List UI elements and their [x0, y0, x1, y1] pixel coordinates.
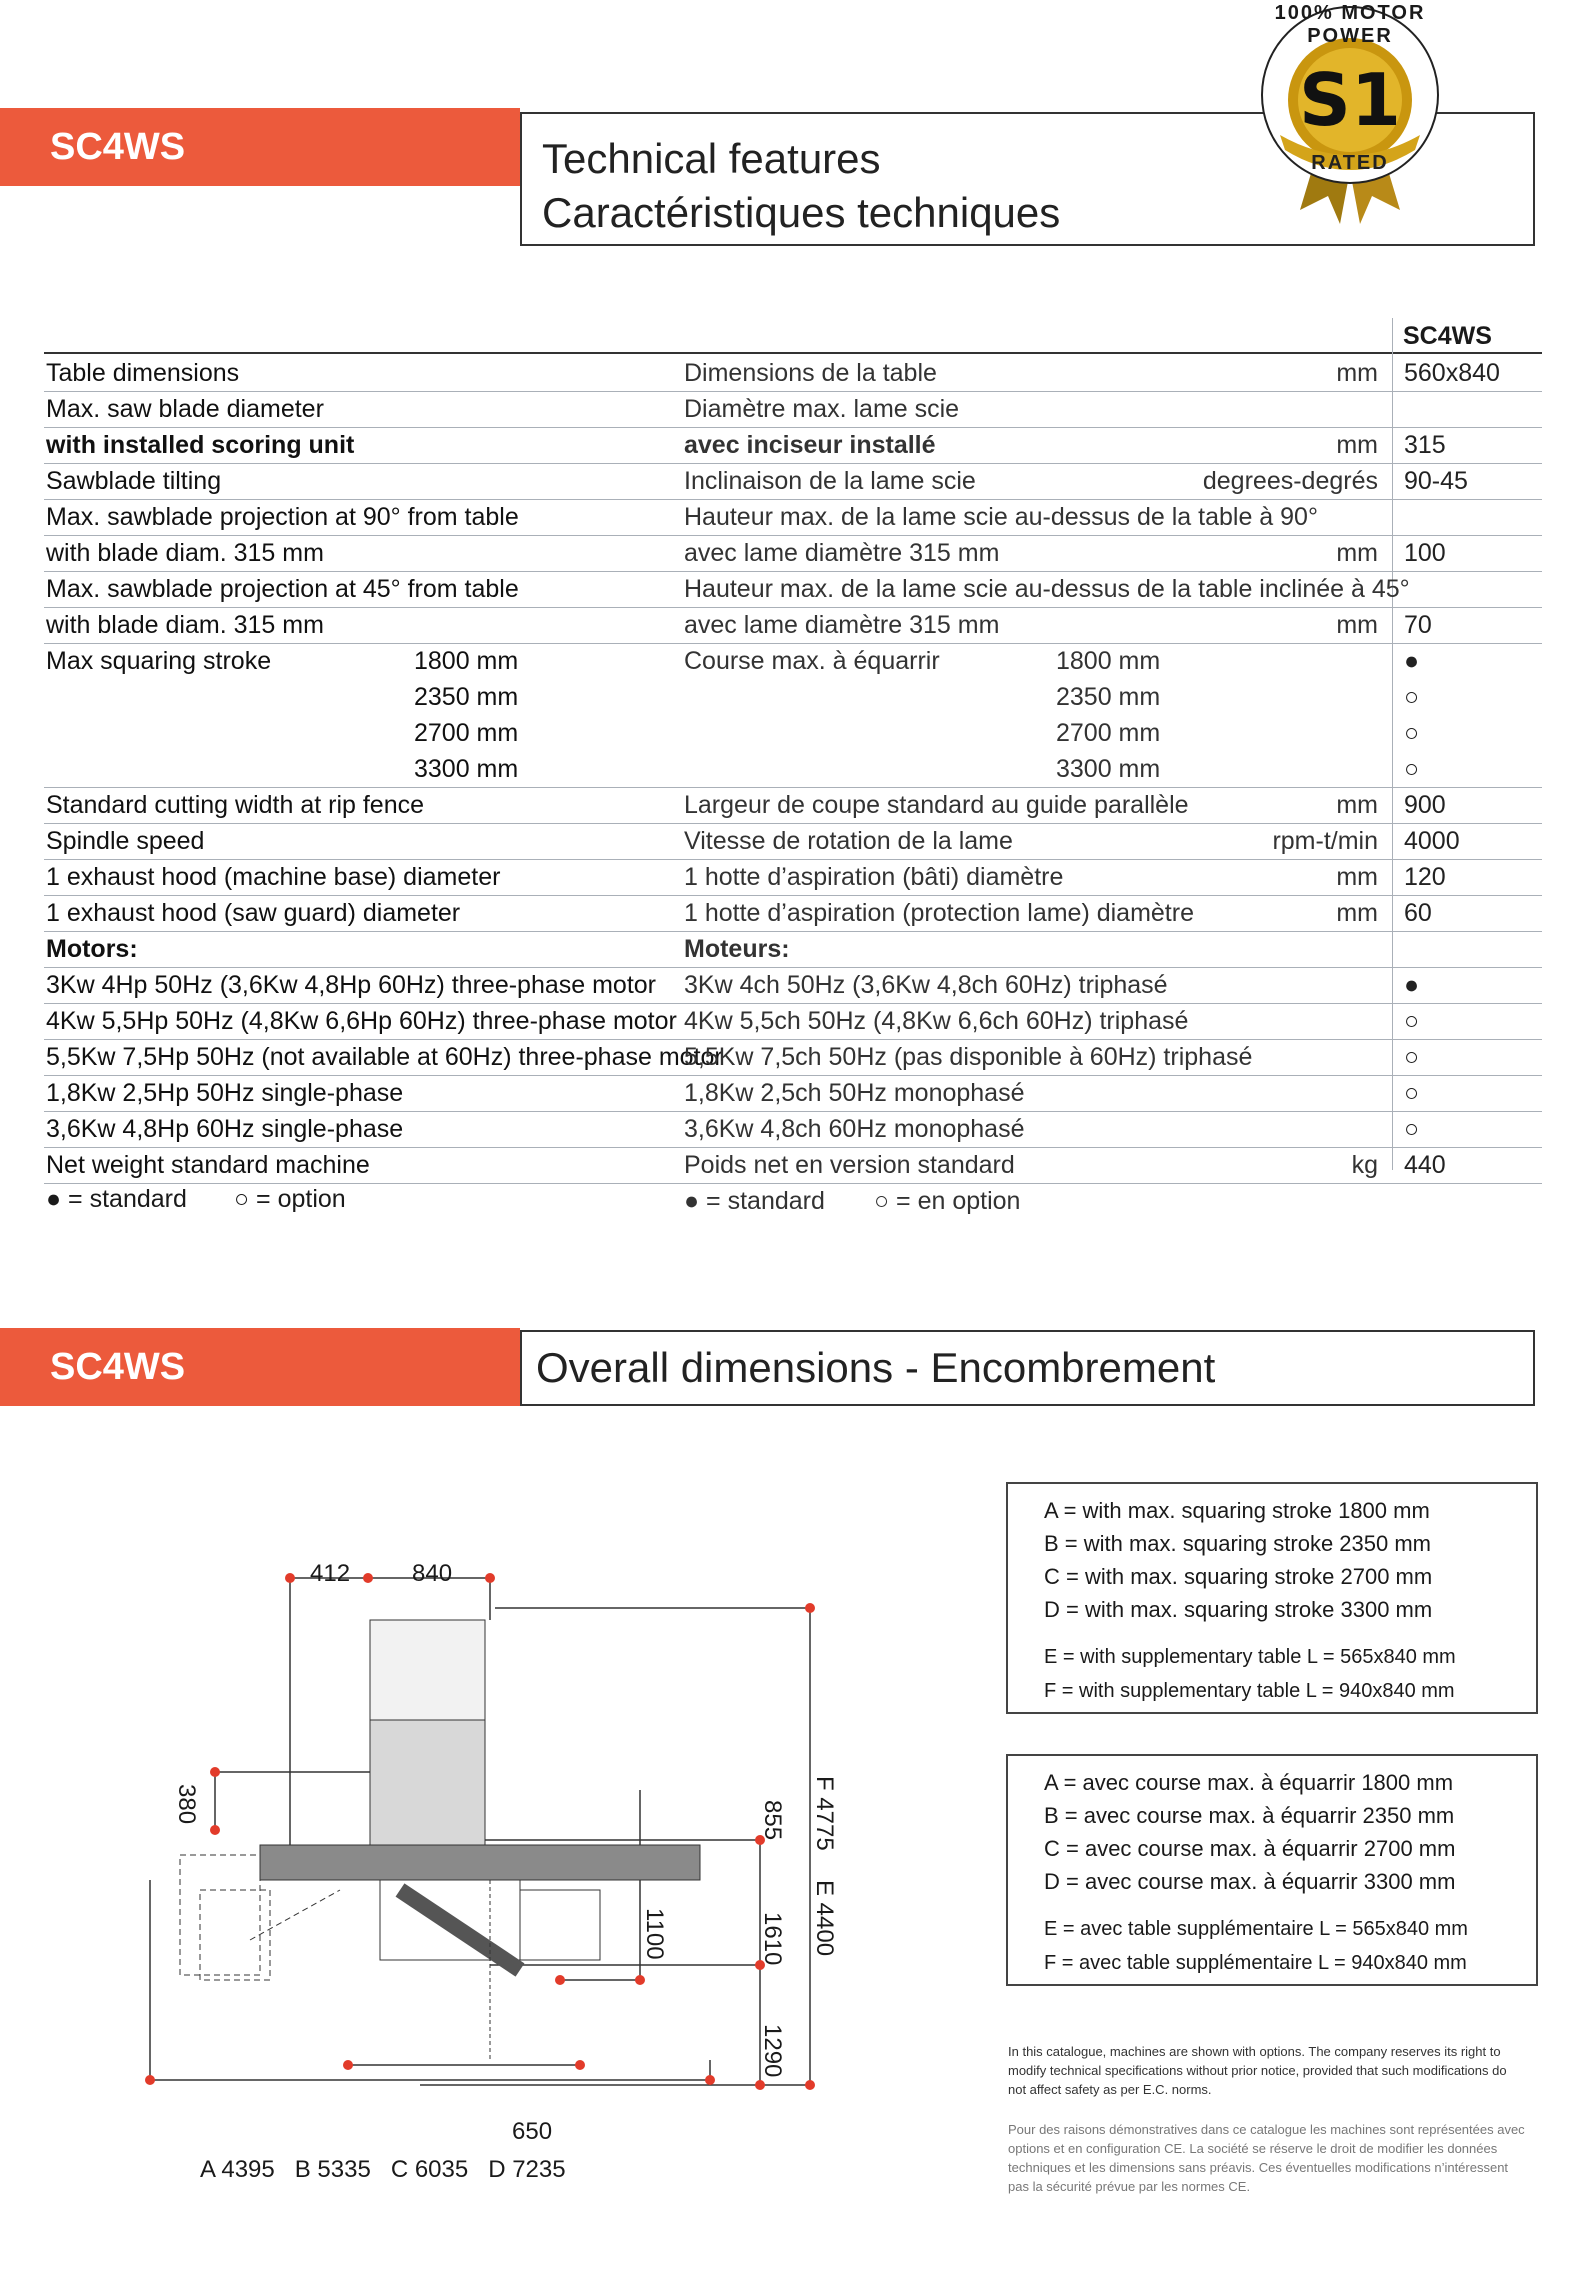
squaring-value: ○ [1404, 683, 1420, 711]
spec-fr: 3,6Kw 4,8ch 60Hz monophasé [684, 1115, 1025, 1143]
spec-unit: mm [1336, 539, 1378, 567]
spec-fr: 1 hotte d’aspiration (protection lame) diamètre [684, 899, 1194, 927]
legend-en-standard: ● = standard [46, 1185, 187, 1213]
spec-en: 3,6Kw 4,8Hp 60Hz single-phase [46, 1115, 404, 1143]
s1-rated-badge [1240, 0, 1460, 230]
spec-unit: kg [1351, 1151, 1378, 1179]
spec-value: 100 [1404, 539, 1446, 567]
symbol-legend [44, 1185, 1542, 1221]
legend-en-item: F = with supplementary table L = 940x840 mm [1044, 1680, 1455, 1702]
legend-fr-item: C = avec course max. à équarrir 2700 mm [1044, 1836, 1456, 1861]
spec-value: 70 [1404, 611, 1432, 639]
spec-value: 440 [1404, 1151, 1446, 1179]
dim-1290: 1290 [759, 2024, 786, 2078]
spec-en: Max. sawblade projection at 90° from table [46, 503, 519, 531]
spec-en: 4Kw 5,5Hp 50Hz (4,8Kw 6,6Hp 60Hz) three-phase motor [46, 1007, 677, 1035]
legend-en-item: B = with max. squaring stroke 2350 mm [1044, 1531, 1431, 1556]
legend-fr-option: ○ = en option [874, 1187, 1021, 1215]
spec-row [44, 1075, 1542, 1112]
section2-model-bar [0, 1328, 520, 1406]
dim-412: 412 [310, 1560, 351, 1587]
spec-row [44, 535, 1542, 572]
spec-row [44, 931, 1542, 968]
squaring-label-fr: Course max. à équarrir [684, 647, 940, 675]
legend-box-fr [1006, 1754, 1538, 1986]
dim-840: 840 [412, 1560, 453, 1587]
spec-row [44, 427, 1542, 464]
spec-fr: avec lame diamètre 315 mm [684, 611, 1000, 639]
dim-bottom-lengths: A 4395 B 5335 C 6035 D 7235 [200, 2156, 566, 2183]
spec-fr: 4Kw 5,5ch 50Hz (4,8Kw 6,6ch 60Hz) triphasé [684, 1007, 1189, 1035]
spec-row [44, 571, 1542, 608]
squaring-row [44, 679, 1542, 715]
spec-fr: Vitesse de rotation de la lame [684, 827, 1013, 855]
squaring-size-fr: 3300 mm [1056, 755, 1161, 783]
squaring-value: ○ [1404, 755, 1420, 783]
spec-row [44, 1003, 1542, 1040]
spec-fr: 1,8Kw 2,5ch 50Hz monophasé [684, 1079, 1025, 1107]
spec-row [44, 391, 1542, 428]
legend-en-item: D = with max. squaring stroke 3300 mm [1044, 1597, 1433, 1622]
spec-row [44, 1039, 1542, 1076]
spec-en: with installed scoring unit [46, 431, 355, 459]
spec-fr: avec inciseur installé [684, 431, 936, 459]
spec-en: with blade diam. 315 mm [46, 539, 324, 567]
legend-box-en [1006, 1482, 1538, 1714]
spec-fr: Moteurs: [684, 935, 790, 963]
spec-value: ○ [1404, 1079, 1420, 1107]
squaring-row [44, 643, 1542, 679]
spec-value: 315 [1404, 431, 1446, 459]
legend-en-option: ○ = option [234, 1185, 346, 1213]
squaring-size-fr: 1800 mm [1056, 647, 1161, 675]
spec-en: Net weight standard machine [46, 1151, 370, 1179]
badge-center-text: S1 [1299, 58, 1401, 142]
legend-fr-item: F = avec table supplémentaire L = 940x840 mm [1044, 1952, 1467, 1974]
legend-fr-item: D = avec course max. à équarrir 3300 mm [1044, 1869, 1456, 1894]
spec-en: Motors: [46, 935, 138, 963]
squaring-size-en: 2350 mm [414, 683, 519, 711]
legend-en-item: E = with supplementary table L = 565x840 mm [1044, 1646, 1456, 1668]
spec-row [44, 1147, 1542, 1184]
machine-dimension-drawing [140, 1560, 860, 2140]
dim-1610: 1610 [759, 1912, 786, 1966]
note-fr: Pour des raisons démonstratives dans ce catalogue les machines sont représentées avec options et en configuration CE. La société se réserve le droit de modifier les données techniques et les dimensions sans préavis. Ces éventuelles modifications n’intéressent pas la sécurité prévue par les normes CE. [1008, 2122, 1525, 2194]
spec-en: 1 exhaust hood (saw guard) diameter [46, 899, 461, 927]
spec-en: Standard cutting width at rip fence [46, 791, 425, 819]
section2-title-box [520, 1330, 1535, 1406]
dim-e: E 4400 [811, 1880, 838, 1957]
spec-row [44, 607, 1542, 644]
dim-1100: 1100 [641, 1908, 668, 1960]
spec-value: 90-45 [1404, 467, 1468, 495]
section1-model: SC4WS [50, 125, 186, 168]
squaring-size-fr: 2350 mm [1056, 683, 1161, 711]
spec-unit: mm [1336, 899, 1378, 927]
section1-title-fr: Caractéristiques techniques [542, 189, 1061, 236]
legend-fr-item: A = avec course max. à équarrir 1800 mm [1044, 1770, 1454, 1795]
spec-header: SC4WS [1403, 322, 1492, 350]
section1-model-bar [0, 108, 520, 186]
spec-value: ○ [1404, 1115, 1420, 1143]
spec-row [44, 355, 1542, 392]
spec-row [44, 859, 1542, 896]
spec-unit: mm [1336, 611, 1378, 639]
section1-title-en: Technical features [542, 135, 881, 182]
spec-fr: Poids net en version standard [684, 1151, 1015, 1179]
spec-value: 120 [1404, 863, 1446, 891]
spec-en: Table dimensions [46, 359, 240, 387]
squaring-size-en: 2700 mm [414, 719, 519, 747]
dim-380: 380 [173, 1784, 200, 1825]
squaring-size-en: 1800 mm [414, 647, 519, 675]
legend-fr-standard: ● = standard [684, 1187, 825, 1215]
dim-650: 650 [512, 2118, 553, 2145]
spec-fr: Largeur de coupe standard au guide parallèle [684, 791, 1189, 819]
squaring-value: ○ [1404, 719, 1420, 747]
spec-unit: rpm-t/min [1272, 827, 1378, 855]
squaring-row [44, 751, 1542, 788]
legend-en-item: C = with max. squaring stroke 2700 mm [1044, 1564, 1433, 1589]
spec-unit: mm [1336, 791, 1378, 819]
spec-en: 1,8Kw 2,5Hp 50Hz single-phase [46, 1079, 404, 1107]
spec-row [44, 499, 1542, 536]
spec-row [44, 787, 1542, 824]
spec-value: 4000 [1404, 827, 1460, 855]
spec-en: with blade diam. 315 mm [46, 611, 324, 639]
spec-row [44, 895, 1542, 932]
legend-fr-item: B = avec course max. à équarrir 2350 mm [1044, 1803, 1455, 1828]
legend-en-item: A = with max. squaring stroke 1800 mm [1044, 1498, 1430, 1523]
legend-fr-item: E = avec table supplémentaire L = 565x840 mm [1044, 1918, 1468, 1940]
spec-header-line [44, 352, 1542, 354]
spec-value: ● [1404, 971, 1420, 999]
spec-en: Max. saw blade diameter [46, 395, 324, 423]
spec-unit: mm [1336, 863, 1378, 891]
spec-fr: Inclinaison de la lame scie [684, 467, 976, 495]
section2-model: SC4WS [50, 1345, 186, 1388]
spec-value: 60 [1404, 899, 1432, 927]
spec-fr: Hauteur max. de la lame scie au-dessus de la table à 90° [684, 503, 1318, 531]
spec-en: 3Kw 4Hp 50Hz (3,6Kw 4,8Hp 60Hz) three-phase motor [46, 971, 657, 999]
spec-en: 1 exhaust hood (machine base) diameter [46, 863, 501, 891]
spec-en: Sawblade tilting [46, 467, 222, 495]
spec-fr: Dimensions de la table [684, 359, 937, 387]
spec-row [44, 1111, 1542, 1148]
spec-value: ○ [1404, 1007, 1420, 1035]
dim-855: 855 [759, 1800, 786, 1841]
spec-en: Spindle speed [46, 827, 205, 855]
spec-unit: degrees-degrés [1202, 467, 1378, 495]
spec-value: 900 [1404, 791, 1446, 819]
spec-fr: 5,5Kw 7,5ch 50Hz (pas disponible à 60Hz) triphasé [684, 1043, 1253, 1071]
spec-fr: 3Kw 4ch 50Hz (3,6Kw 4,8ch 60Hz) triphasé [684, 971, 1168, 999]
spec-unit: mm [1336, 359, 1378, 387]
spec-fr: Hauteur max. de la lame scie au-dessus de la table inclinée à 45° [684, 575, 1410, 603]
spec-row [44, 463, 1542, 500]
squaring-label-en: Max squaring stroke [46, 647, 272, 675]
spec-value: ○ [1404, 1043, 1420, 1071]
badge-top-text: 100% MOTOR POWER [1274, 2, 1426, 47]
section2-title: Overall dimensions - Encombrement [536, 1344, 1216, 1391]
spec-value: 560x840 [1404, 359, 1500, 387]
spec-fr: Diamètre max. lame scie [684, 395, 960, 423]
squaring-value: ● [1404, 647, 1420, 675]
note-en: In this catalogue, machines are shown with options. The company reserves its right to modify technical specifications without prior notice, provided that such modifications do not affect safety as per E.C. norms. [1008, 2044, 1507, 2097]
squaring-size-fr: 2700 mm [1056, 719, 1161, 747]
spec-row [44, 967, 1542, 1004]
spec-en: 5,5Kw 7,5Hp 50Hz (not available at 60Hz) three-phase motor [46, 1043, 723, 1071]
squaring-size-en: 3300 mm [414, 755, 519, 783]
spec-unit: mm [1336, 431, 1378, 459]
spec-fr: avec lame diamètre 315 mm [684, 539, 1000, 567]
spec-en: Max. sawblade projection at 45° from table [46, 575, 519, 603]
badge-ribbon-text: RATED [1311, 152, 1389, 174]
squaring-row [44, 715, 1542, 751]
dim-f: F 4775 [811, 1776, 838, 1851]
spec-fr: 1 hotte d’aspiration (bâti) diamètre [684, 863, 1064, 891]
spec-row [44, 823, 1542, 860]
